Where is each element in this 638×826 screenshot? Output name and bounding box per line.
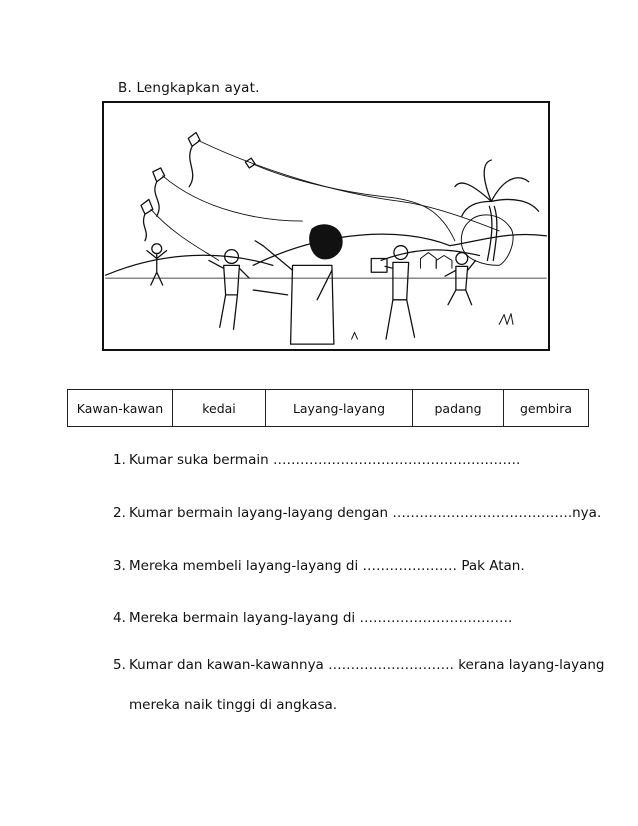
answer-blank[interactable]: ……………………………………………… xyxy=(272,452,516,468)
child-5 xyxy=(445,253,476,305)
question-text-end: . xyxy=(507,610,513,626)
child-kumar xyxy=(253,225,342,344)
question-5 xyxy=(113,657,605,673)
word-bank-cell: gembira xyxy=(504,390,589,427)
question-text-end: nya. xyxy=(572,505,602,521)
question-text: Kumar bermain layang-layang dengan xyxy=(129,505,393,521)
question-text: Mereka bermain layang-layang di xyxy=(129,610,360,626)
question-text-end: . xyxy=(515,452,521,468)
word-bank-cell: padang xyxy=(413,390,504,427)
answer-blank[interactable]: …………………………… xyxy=(359,610,508,626)
kite-flying-illustration xyxy=(102,101,550,351)
kite-3 xyxy=(141,199,153,240)
question-2 xyxy=(113,505,601,521)
question-text: Mereka membeli layang-layang di xyxy=(129,558,363,574)
question-text: Kumar dan kawan-kawannya xyxy=(129,657,329,673)
palm-tree xyxy=(455,160,539,265)
child-2 xyxy=(209,250,249,330)
kite-2 xyxy=(153,168,165,216)
question-text: Kumar suka bermain xyxy=(129,452,273,468)
question-4 xyxy=(113,610,512,626)
question-number: 4. xyxy=(113,610,126,626)
word-bank-cell: kedai xyxy=(173,390,266,427)
answer-blank[interactable]: ………………… xyxy=(362,558,458,574)
child-1 xyxy=(147,244,167,285)
word-bank-cell: Kawan-kawan xyxy=(68,390,173,427)
answer-blank[interactable]: …………………………………. xyxy=(392,505,573,521)
word-bank-table xyxy=(67,389,589,427)
child-4 xyxy=(371,246,414,339)
question-5-continuation: mereka naik tinggi di angkasa. xyxy=(129,697,338,713)
word-bank-cell: Layang-layang xyxy=(266,390,413,427)
section-heading: B. Lengkapkan ayat. xyxy=(118,80,260,96)
question-1 xyxy=(113,452,520,468)
word-bank-row xyxy=(68,390,589,427)
question-number: 1. xyxy=(113,452,126,468)
question-number: 3. xyxy=(113,558,126,574)
village-houses xyxy=(420,253,451,269)
question-text-end: Pak Atan. xyxy=(457,558,525,574)
question-3 xyxy=(113,558,525,574)
question-number: 5. xyxy=(113,657,126,673)
question-text-end: . kerana layang-layang xyxy=(449,657,605,673)
question-number: 2. xyxy=(113,505,126,521)
answer-blank[interactable]: ……………………… xyxy=(328,657,450,673)
